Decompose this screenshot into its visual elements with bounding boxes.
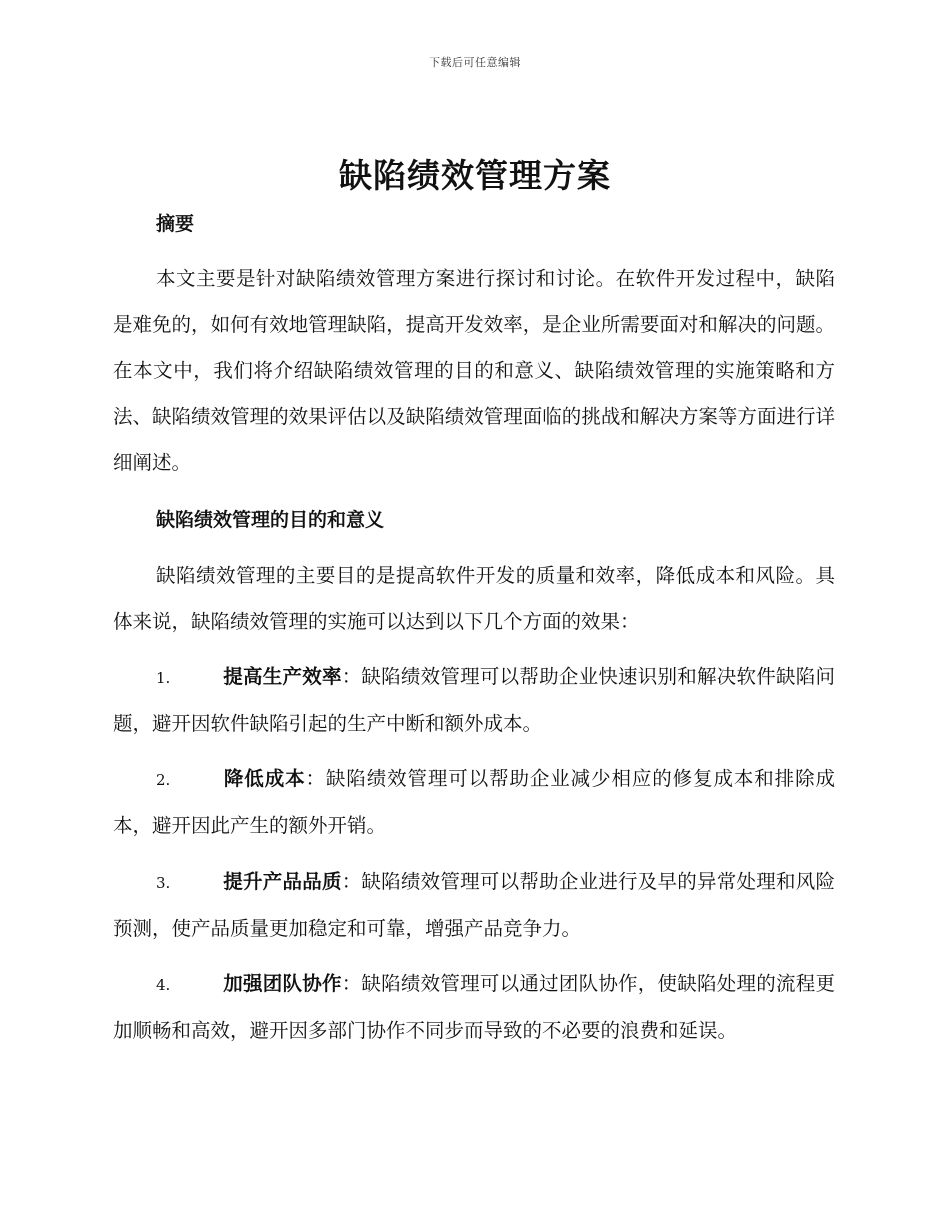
list-item-number: 4. — [156, 976, 171, 994]
list-item-number: 2. — [156, 771, 171, 789]
abstract-paragraph: 本文主要是针对缺陷绩效管理方案进行探讨和讨论。在软件开发过程中，缺陷是难免的，如何有效地管理缺陷，提高开发效率，是企业所需要面对和解决的问题。在本文中，我们将介绍缺陷绩效管理的目的和意义、缺陷绩效管理的实施策略和方法、缺陷绩效管理的效果评估以及缺陷绩效管理面临的挑战和解决方案等方面进行详细阐述。 — [113, 267, 835, 474]
list-item-term: 提升产品品质 — [223, 870, 342, 893]
list-item-text: ：缺陷绩效管理可以帮助企业进行及早的异常处理和风险预测，使产品质量更加稳定和可靠，增强产品竞争力。 — [113, 870, 835, 940]
list-item-term: 降低成本 — [223, 767, 306, 790]
list-item-text: ：缺陷绩效管理可以帮助企业减少相应的修复成本和排除成本，避开因此产生的额外开销。 — [113, 767, 835, 837]
document-title: 缺陷绩效管理方案 — [339, 156, 611, 195]
section-intro-paragraph: 缺陷绩效管理的主要目的是提高软件开发的质量和效率，降低成本和风险。具体来说，缺陷绩效管理的实施可以达到以下几个方面的效果： — [113, 564, 835, 633]
list-item-term: 加强团队协作 — [223, 972, 342, 995]
list-item-text: ：缺陷绩效管理可以帮助企业快速识别和解决软件缺陷问题，避开因软件缺陷引起的生产中断和额外成本。 — [113, 665, 835, 735]
section-heading-purpose: 缺陷绩效管理的目的和意义 — [156, 509, 385, 531]
header-note: 下载后可任意编辑 — [429, 56, 521, 69]
list-item-term: 提高生产效率 — [223, 665, 342, 688]
list-item-text: ：缺陷绩效管理可以通过团队协作，使缺陷处理的流程更加顺畅和高效，避开因多部门协作不同步而导致的不必要的浪费和延误。 — [113, 972, 835, 1042]
list-item — [113, 859, 835, 952]
list-item — [113, 654, 835, 747]
list-item — [113, 756, 835, 849]
list-item-number: 3. — [156, 874, 171, 892]
list-item — [113, 961, 835, 1054]
abstract-heading: 摘要 — [156, 213, 195, 235]
list-item-number: 1. — [156, 669, 171, 687]
